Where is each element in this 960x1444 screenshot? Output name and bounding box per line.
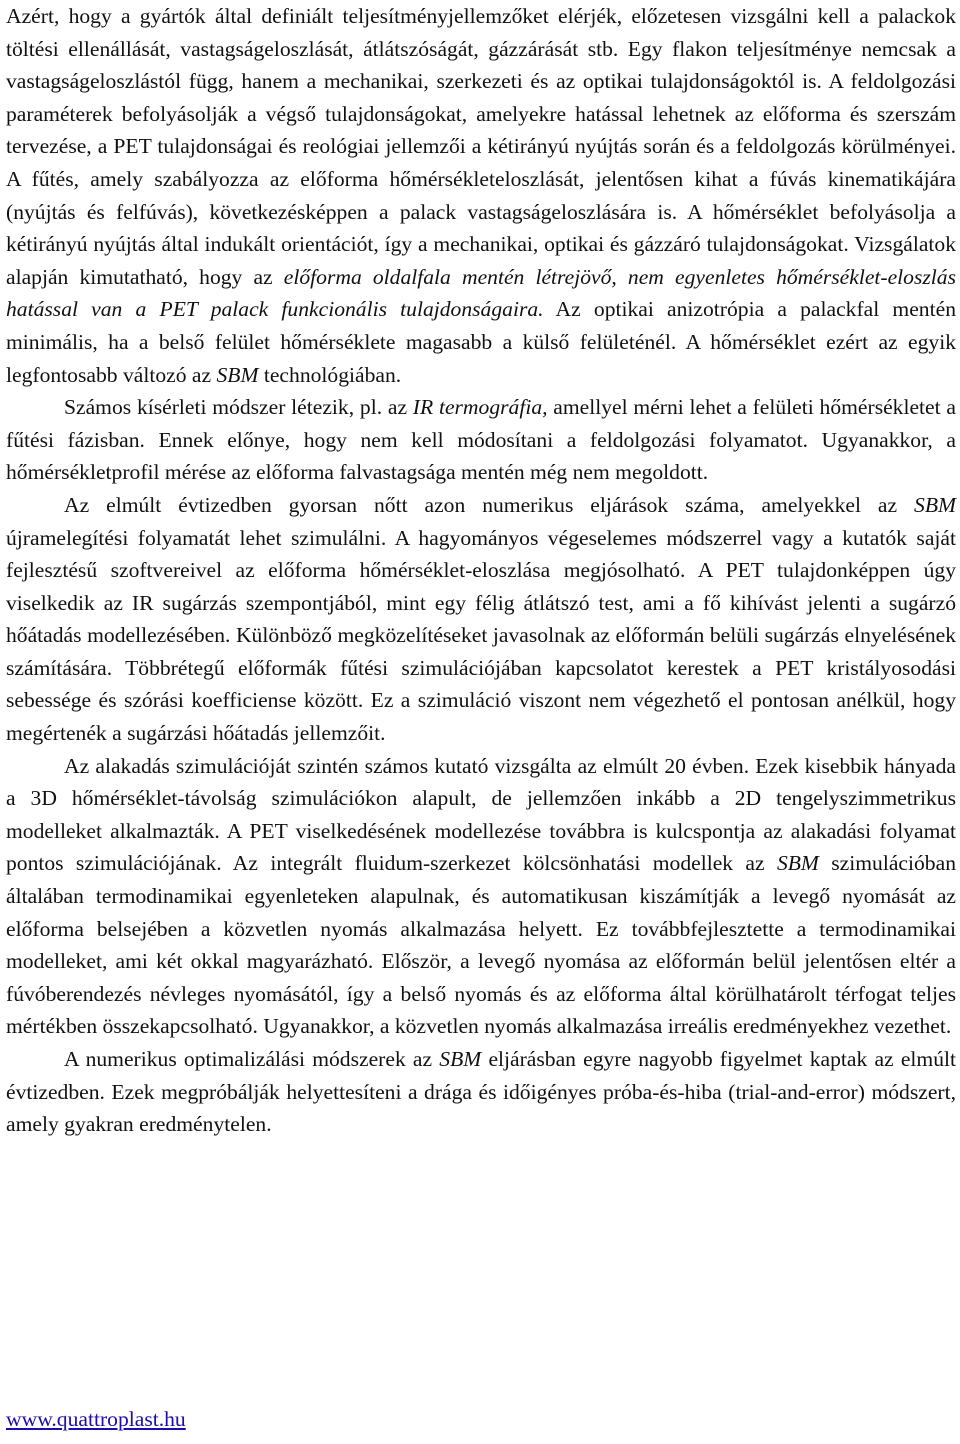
text-run: Az alakadás szimulációját szintén számos kutató vizsgálta az elmúlt 20 évben. Ezek kisebbik hányada a 3D hőmérséklet-távolság szimulációkon alapult, de jellemzően inkább a 2D tengelyszimmetrikus modelleket alkalmazták. A PET viselkedésének modellezése továbbra is kulcspontja az alakadási folyamat pontos szimulációjának. Az integrált fluidum-szerkezet kölcsönhatási modellek az xyxy=(6,753,956,876)
italic-text: SBM xyxy=(914,492,956,517)
italic-text: SBM xyxy=(216,362,259,387)
paragraph-5 xyxy=(6,1043,956,1141)
italic-text: IR termográfia, xyxy=(412,395,548,420)
paragraph-2 xyxy=(6,391,956,489)
text-run: szimulációban általában termodinamikai egyenleteken alapulnak, és automatikusan kiszámítják a levegő nyomását az előforma belsejében a közvetlen nyomás alkalmazása helyett. Ez továbbfejlesztette a termodinamikai modelleket, ami két okkal magyarázható. Először, a levegő nyomása az előformán belül jelentősen eltér a fúvóberendezés névleges nyomásától, így a belső nyomás és az előforma által körülhatárolt térfogat teljes mértékben összekapcsolható. Ugyanakkor, a közvetlen nyomás alkalmazása irreális eredményekhez vezethet. xyxy=(6,851,956,1039)
text-run: Az elmúlt évtizedben gyorsan nőtt azon numerikus eljárások száma, amelyekkel az xyxy=(64,492,915,517)
document-body xyxy=(6,0,956,1141)
italic-text: előforma oldalfala mentén létrejövő, nem egyenletes hőmérséklet-eloszlás hatással van a PET palack funkcionális tulajdonságaira. xyxy=(6,264,956,322)
text-run: Számos kísérleti módszer létezik, pl. az xyxy=(64,395,413,420)
text-run: eljárásban egyre nagyobb figyelmet kaptak az elmúlt évtizedben. Ezek megpróbálják helyettesíteni a drága és időigényes próba-és-hiba (trial-and-error) módszert, amely gyakran eredménytelen. xyxy=(6,1047,956,1137)
text-run: technológiában. xyxy=(258,362,402,387)
text-run: Az optikai anizotrópia a palackfal mentén minimális, ha a belső felület hőmérséklete magasabb a külső felületénél. A hőmérséklet ezért az egyik legfontosabb változó az xyxy=(6,297,956,387)
text-run: A numerikus optimalizálási módszerek az xyxy=(64,1047,440,1071)
text-run: Azért, hogy a gyártók által definiált teljesítményjellemzőket elérjék, előzetesen vizsgálni kell a palackok töltési ellenállását, vastagságeloszlását, átlátszóságát, gázzárását stb. Egy flakon teljesítménye nemcsak a vastagságeloszlástól függ, hanem a mechanikai, szerkezeti és az optikai tulajdonságoktól is. A feldolgozási paraméterek befolyásolják a végső tulajdonságokat, amelyekre hatással lehetnek az előforma és szerszám tervezése, a PET tulajdonságai és reológiai jellemzői a kétirányú nyújtás során és a feldolgozás körülményei. A fűtés, amely szabályozza az előforma hőmérsékleteloszlását, jelentősen kihat a fúvás kinematikájára (nyújtás és felfúvás), következésképpen a palack vastagságeloszlására is. A hőmérséklet befolyásolja a kétirányú nyújtás által indukált orientációt, így a mechanikai, optikai és gázzáró tulajdonságokat. Vizsgálatok alapján kimutatható, hogy az xyxy=(6,4,956,289)
text-run: amellyel mérni lehet a felületi hőmérsékletet a fűtési fázisban. Ennek előnye, hogy nem kell módosítani a feldolgozási folyamatot. Ugyanakkor, a hőmérsékletprofil mérése az előforma falvastagsága mentén még nem megoldott. xyxy=(6,395,956,485)
footer-website-link[interactable]: www.quattroplast.hu xyxy=(6,1407,186,1431)
italic-text: SBM xyxy=(776,851,819,876)
text-run: újramelegítési folyamatát lehet szimulálni. A hagyományos végeselemes módszerrel vagy a kutatók saját fejlesztésű szoftvereivel az előforma hőmérséklet-eloszlása megjósolható. A PET tulajdonképpen úgy viselkedik az IR sugárzás szempontjából, mint egy félig átlátszó test, ami a fő kihívást jelenti a sugárzó hőátadás modellezésében. Különböző megközelítéseket javasolnak az előformán belüli sugárzás elnyelésének számítására. Többrétegű előformák fűtési szimulációjában kapcsolatot kerestek a PET kristályosodási sebessége és szórási koefficiense között. Ez a szimuláció viszont nem végezhető el pontosan anélkül, hogy megértenék a sugárzási hőátadás jellemzőit. xyxy=(6,525,956,746)
paragraph-4 xyxy=(6,750,956,1043)
italic-text: SBM xyxy=(439,1047,482,1071)
paragraph-3 xyxy=(6,489,956,750)
paragraph-1 xyxy=(6,0,956,391)
